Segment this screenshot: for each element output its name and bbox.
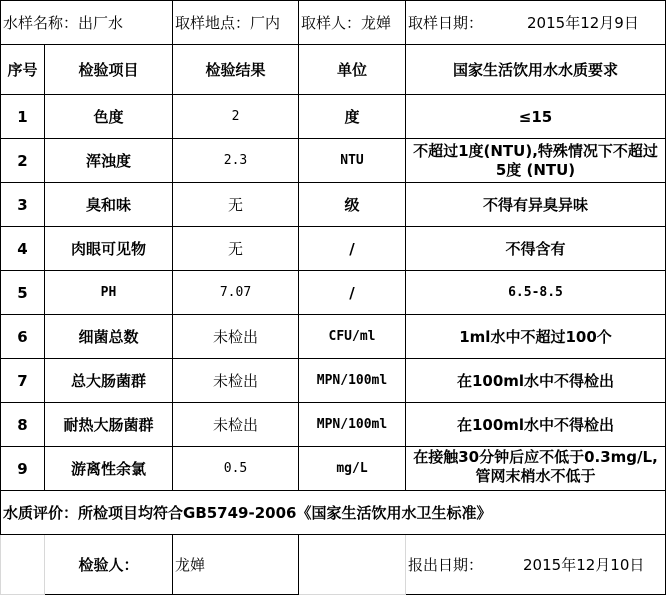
sample-info-row bbox=[1, 1, 666, 45]
column-header-result: 检验结果 bbox=[173, 45, 299, 95]
footer-spacer-cell bbox=[299, 535, 406, 595]
row-unit: 度 bbox=[299, 95, 406, 139]
table-row bbox=[1, 271, 666, 315]
row-result: 无 bbox=[173, 227, 299, 271]
row-item: 耐热大肠菌群 bbox=[45, 403, 173, 447]
sample-name-cell bbox=[1, 1, 173, 45]
sample-name-label: 水样名称： bbox=[3, 13, 79, 32]
sample-date-value: 2015年12月9日 bbox=[527, 13, 639, 32]
row-number: 8 bbox=[1, 403, 45, 447]
row-requirement: 在100ml水中不得检出 bbox=[406, 359, 666, 403]
evaluation-row bbox=[1, 491, 666, 535]
sample-location-cell bbox=[173, 1, 299, 45]
row-requirement: 1ml水中不超过100个 bbox=[406, 315, 666, 359]
row-result: 未检出 bbox=[173, 359, 299, 403]
sample-date-cell bbox=[406, 1, 666, 45]
row-result: 未检出 bbox=[173, 403, 299, 447]
sample-location-value: 厂内 bbox=[250, 13, 281, 32]
table-row bbox=[1, 139, 666, 183]
row-unit: mg/L bbox=[299, 447, 406, 491]
column-header-unit: 单位 bbox=[299, 45, 406, 95]
row-item: 总大肠菌群 bbox=[45, 359, 173, 403]
row-result: 无 bbox=[173, 183, 299, 227]
row-requirement: 不超过1度(NTU),特殊情况下不超过5度 (NTU) bbox=[406, 139, 666, 183]
table-row bbox=[1, 95, 666, 139]
row-requirement: 不得含有 bbox=[406, 227, 666, 271]
row-number: 5 bbox=[1, 271, 45, 315]
table-row bbox=[1, 315, 666, 359]
report-date-label: 报出日期： bbox=[408, 555, 484, 574]
table-row bbox=[1, 447, 666, 491]
row-result: 未检出 bbox=[173, 315, 299, 359]
row-number: 4 bbox=[1, 227, 45, 271]
row-unit: / bbox=[299, 271, 406, 315]
footer-row bbox=[1, 535, 666, 595]
row-item: 浑浊度 bbox=[45, 139, 173, 183]
row-item: 色度 bbox=[45, 95, 173, 139]
row-unit: MPN/100ml bbox=[299, 359, 406, 403]
row-result: 0.5 bbox=[173, 447, 299, 491]
row-item: PH bbox=[45, 271, 173, 315]
row-result: 2.3 bbox=[173, 139, 299, 183]
sample-name-value: 出厂水 bbox=[78, 13, 124, 32]
row-result: 2 bbox=[173, 95, 299, 139]
row-requirement: 在100ml水中不得检出 bbox=[406, 403, 666, 447]
table-row bbox=[1, 183, 666, 227]
row-requirement-text: 在接触30分钟后应不低于0.3mg/L,管网末梢水不低于 bbox=[413, 448, 658, 485]
report-date-value: 2015年12月10日 bbox=[523, 555, 645, 574]
sampler-value: 龙婵 bbox=[361, 13, 392, 32]
row-item: 游离性余氯 bbox=[45, 447, 173, 491]
row-requirement: ≤15 bbox=[406, 95, 666, 139]
footer-empty-cell bbox=[1, 535, 45, 595]
inspector-label: 检验人： bbox=[45, 535, 173, 595]
row-unit: NTU bbox=[299, 139, 406, 183]
row-item: 细菌总数 bbox=[45, 315, 173, 359]
row-unit: MPN/100ml bbox=[299, 403, 406, 447]
row-number: 1 bbox=[1, 95, 45, 139]
row-result: 7.07 bbox=[173, 271, 299, 315]
row-number: 3 bbox=[1, 183, 45, 227]
sample-location-label: 取样地点： bbox=[175, 13, 251, 32]
column-header-no: 序号 bbox=[1, 45, 45, 95]
row-unit: 级 bbox=[299, 183, 406, 227]
row-item: 肉眼可见物 bbox=[45, 227, 173, 271]
row-requirement: 不得有异臭异味 bbox=[406, 183, 666, 227]
table-row bbox=[1, 359, 666, 403]
row-item: 臭和味 bbox=[45, 183, 173, 227]
table-row bbox=[1, 403, 666, 447]
inspector-value: 龙婵 bbox=[173, 535, 299, 595]
report-date-cell bbox=[406, 535, 666, 595]
column-header-requirement: 国家生活饮用水水质要求 bbox=[406, 45, 666, 95]
table-row bbox=[1, 227, 666, 271]
sampler-cell bbox=[299, 1, 406, 45]
row-requirement bbox=[406, 447, 666, 491]
row-number: 6 bbox=[1, 315, 45, 359]
row-number: 7 bbox=[1, 359, 45, 403]
row-unit: / bbox=[299, 227, 406, 271]
column-header-item: 检验项目 bbox=[45, 45, 173, 95]
row-number: 2 bbox=[1, 139, 45, 183]
water-quality-evaluation: 水质评价：所检项目均符合GB5749-2006《国家生活饮用水卫生标准》 bbox=[1, 491, 666, 535]
sample-date-label: 取样日期： bbox=[408, 13, 484, 32]
row-requirement: 6.5-8.5 bbox=[406, 271, 666, 315]
row-unit: CFU/ml bbox=[299, 315, 406, 359]
sampler-label: 取样人： bbox=[301, 13, 362, 32]
row-number: 9 bbox=[1, 447, 45, 491]
column-header-row bbox=[1, 45, 666, 95]
